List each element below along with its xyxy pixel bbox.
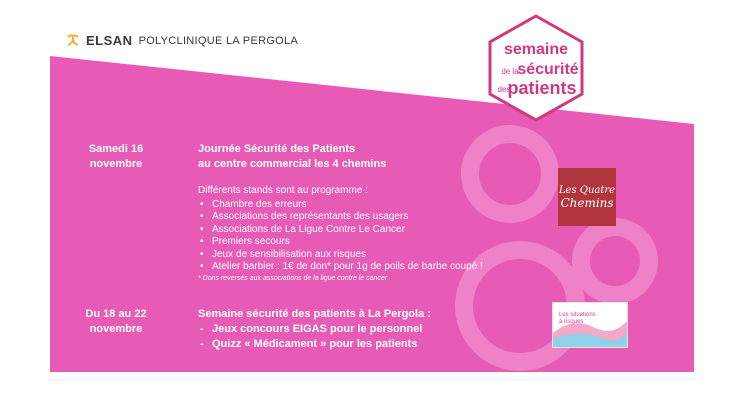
logo-line3a: des (497, 85, 511, 94)
event1-body (198, 185, 538, 283)
list-item: - Jeux concours EIGAS pour le personnel (198, 322, 528, 337)
event2-list (198, 322, 528, 352)
footer-divider (50, 379, 694, 380)
list-item: • Associations des représentants des usagers (198, 211, 538, 224)
event1-date (66, 142, 166, 172)
event1-footnote: * Dons reversés aux associations de la ligue contre le cancer (198, 274, 388, 282)
les-quatre-chemins-logo (558, 168, 616, 226)
list-item: • Premiers secours (198, 236, 538, 249)
event1-title-line1: Journée Sécurité des Patients (198, 143, 356, 155)
event2-date-line2: novembre (89, 323, 143, 335)
list-item: • Chambre des erreurs (198, 199, 538, 212)
list-item: • Associations de La Ligue Contre Le Cancer (198, 224, 538, 237)
logo-line3b: patients (507, 78, 577, 98)
thumb-line2: à risques (559, 319, 584, 325)
badge-line2: Chemins (560, 196, 614, 210)
list-item: • Atelier barbier : 1€ de don* pour 1g de poils de barbe coupé ! (198, 261, 538, 274)
logo-line2b: sécurité (517, 61, 579, 78)
clinic-name: POLYCLINIQUE LA PERGOLA (138, 34, 299, 47)
event2-date-line1: Du 18 au 22 (85, 308, 147, 320)
situations-a-risques-thumbnail (552, 302, 628, 348)
thumbnail-illustration (553, 303, 627, 347)
event2-title (198, 307, 528, 352)
event1-date-line2: novembre (89, 158, 143, 170)
thumb-line1: Les situations (559, 312, 596, 318)
list-item: • Jeux de sensibilisation aux risques (198, 249, 538, 262)
event1-title (198, 142, 386, 172)
event1-intro: Différents stands sont au programme : (198, 185, 368, 196)
event1-title-line2: au centre commercial les 4 chemins (198, 158, 387, 170)
event1-list (198, 199, 538, 274)
list-item: - Quizz « Médicament » pour les patients (198, 337, 528, 352)
event2-date (66, 307, 166, 337)
logo-line2a: de la (501, 67, 519, 76)
badge-line1: Les Quatre (558, 185, 616, 196)
elsan-logo-icon (66, 34, 80, 48)
brand-name: ELSAN (86, 33, 133, 48)
logo-line1: semaine (503, 41, 569, 58)
semaine-securite-patients-logo (488, 14, 584, 122)
event2-title-line1: Semaine sécurité des patients à La Pergola : (198, 308, 431, 320)
header-logo (66, 33, 298, 48)
event1-date-line1: Samedi 16 (88, 143, 144, 155)
